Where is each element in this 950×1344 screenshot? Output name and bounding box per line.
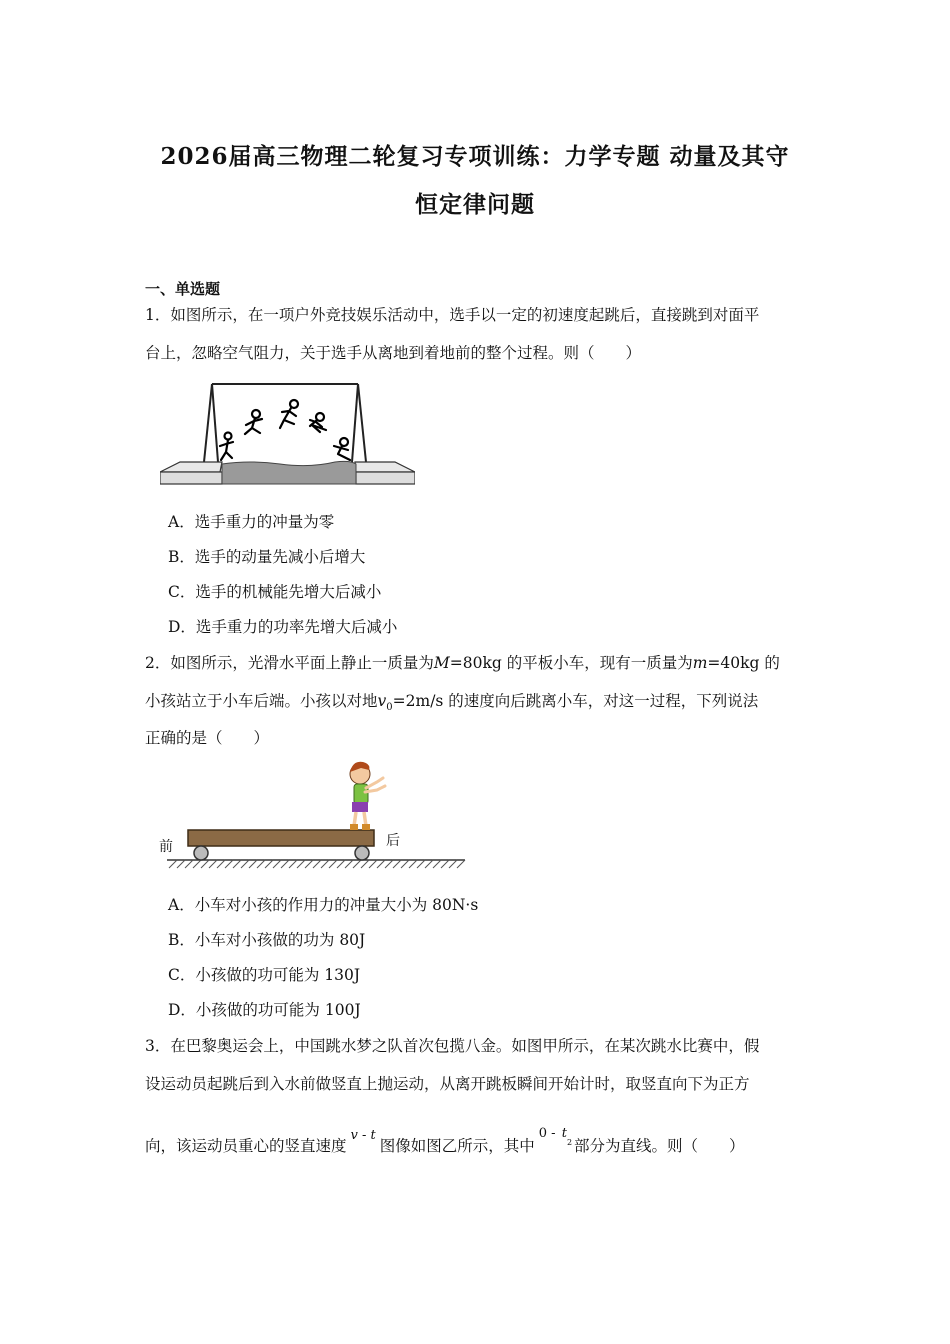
q2-stem-line-2: [145, 689, 758, 713]
q3-range-subscript: 2: [566, 1138, 573, 1148]
q2-mass-m-symbol: m: [692, 654, 708, 672]
q2-figure-label-front: 前: [159, 839, 173, 855]
q1-option-a: A．选手重力的冲量为零: [168, 513, 335, 531]
q3-stem-line-1: 3．在巴黎奥运会上，中国跳水梦之队首次包揽八金。如图甲所示，在某次跳水比赛中，假: [145, 1037, 760, 1055]
q2-option-b: B．小车对小孩做的功为 80J: [168, 931, 366, 949]
q3-text: 图像如图乙所示，其中: [379, 1137, 535, 1155]
q3-range-t-symbol: t: [561, 1126, 567, 1141]
q3-stem-line-2: 设运动员起跳后到入水前做竖直上抛运动，从离开跳板瞬间开始计时，取竖直向下为正方: [145, 1075, 750, 1093]
q2-figure-label-back: 后: [386, 833, 400, 849]
q2-stem-line-3: 正确的是（ ）: [145, 729, 270, 747]
page-title-line-1: 2026届高三物理二轮复习专项训练：力学专题 动量及其守: [160, 143, 790, 170]
q1-option-d: D．选手重力的功率先增大后减小: [168, 618, 398, 636]
q2-option-d: D．小孩做的功可能为 100J: [168, 1001, 361, 1019]
q2-stem-line-1: [145, 651, 780, 673]
q1-option-c: C．选手的机械能先增大后减小: [168, 583, 382, 601]
q2-cart-figure: [155, 758, 470, 876]
q1-stem-line-1: 1．如图所示，在一项户外竞技娱乐活动中，选手以一定的初速度起跳后，直接跳到对面平: [145, 306, 760, 324]
q1-option-b: B．选手的动量先减小后增大: [168, 548, 366, 566]
q2-velocity-subscript: 0: [386, 702, 393, 714]
q3-range-prefix: 0 -: [538, 1126, 560, 1141]
q3-text: 向，该运动员重心的竖直速度: [145, 1137, 347, 1155]
q2-mass-M-symbol: M: [433, 654, 450, 672]
q2-text: 小孩站立于小车后端。小孩以对地: [145, 692, 378, 710]
q2-option-c: C．小孩做的功可能为 130J: [168, 966, 361, 984]
q3-stem-line-3: [145, 1126, 745, 1157]
q2-text: =40kg 的: [707, 654, 780, 672]
q2-velocity-symbol: v: [377, 692, 387, 710]
q1-stem-line-2: 台上，忽略空气阻力，关于选手从离地到着地前的整个过程。则（ ）: [145, 344, 642, 362]
q2-option-a: A．小车对小孩的作用力的冲量大小为 80N·s: [168, 896, 479, 914]
q1-jump-figure: [160, 380, 415, 486]
q2-text: 2．如图所示，光滑水平面上静止一质量为: [145, 654, 434, 672]
page-title-line-2: 恒定律问题: [415, 191, 535, 218]
q2-text: =2m/s 的速度向后跳离小车，对这一过程，下列说法: [392, 692, 759, 710]
q3-text: 部分为直线。则（ ）: [574, 1137, 745, 1155]
q2-text: =80kg 的平板小车，现有一质量为: [449, 654, 693, 672]
section-heading: 一、单选题: [145, 280, 221, 298]
q3-vt-symbol: v - t: [350, 1128, 376, 1143]
